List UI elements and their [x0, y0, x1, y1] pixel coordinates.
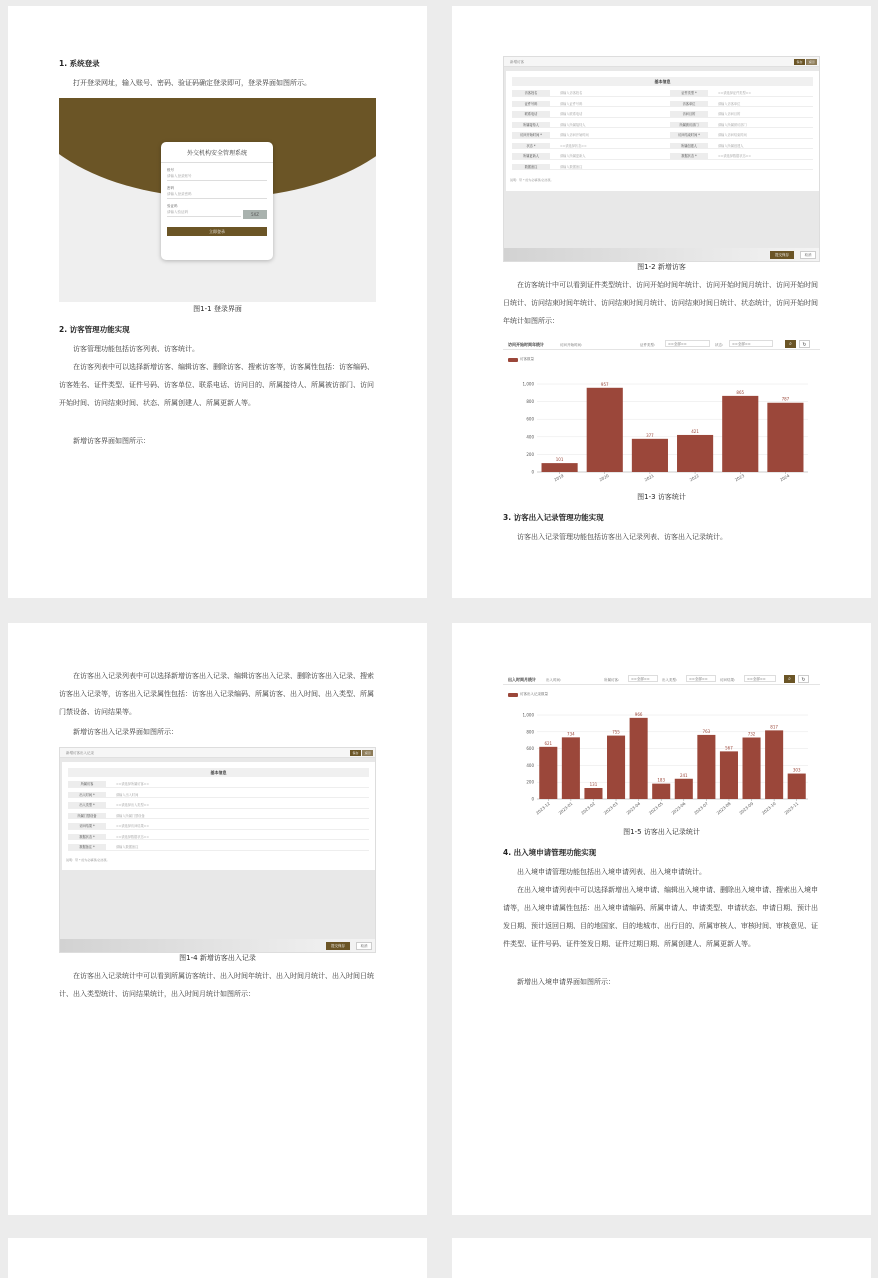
document-page-2 [452, 6, 871, 598]
form-section-title: 基本信息 [68, 768, 369, 777]
section-heading-2: 2. 访客管理功能实现 [59, 325, 130, 334]
y-tick-label: 0 [531, 796, 534, 802]
bar [562, 737, 580, 799]
paragraph: 新增访客出入记录界面如图所示： [73, 728, 178, 736]
form-row [68, 822, 369, 830]
bar-chart-svg [503, 366, 820, 486]
data-label: 241 [679, 772, 688, 778]
paragraph: 访客出入记录管理功能包括访客出入记录列表、访客出入记录统计。 [517, 533, 727, 541]
x-tick-label: 2023-04 [625, 800, 642, 816]
x-tick-label: 2023-02 [580, 800, 597, 816]
data-label: 732 [747, 731, 756, 737]
x-tick-label: 2023 [733, 472, 746, 483]
field-input[interactable]: ==请选择数据状态== [116, 834, 149, 839]
form-row [68, 843, 369, 851]
save-button[interactable]: 保存 [350, 750, 361, 756]
y-tick-label: 400 [526, 762, 534, 768]
access-month-chart [503, 673, 820, 823]
back-button[interactable]: 返回 [362, 750, 373, 756]
submit-button[interactable]: 提交保存 [326, 942, 350, 950]
figure-caption: 图1-1 登录界面 [193, 305, 242, 313]
field-input[interactable]: 请输入所属创建人 [718, 143, 744, 148]
filter-label: 状态: [715, 342, 724, 347]
data-label: 734 [567, 731, 575, 737]
data-label: 421 [691, 428, 699, 434]
field-label: 访问目的 [670, 111, 708, 117]
y-tick-label: 600 [526, 746, 534, 752]
data-label: 101 [555, 457, 564, 463]
x-tick-label: 2023-09 [738, 800, 755, 816]
field-input[interactable]: 请输入所属接待人 [560, 122, 586, 127]
save-button[interactable]: 保存 [794, 59, 805, 65]
field-label: 访问开始时间 * [512, 132, 550, 138]
form-note: 说明：带 * 的为必填项/必选项。 [510, 178, 554, 182]
bar [767, 403, 803, 472]
bar [584, 788, 602, 799]
data-label: 131 [589, 781, 598, 787]
x-tick-label: 2023-07 [692, 800, 710, 816]
password-input[interactable]: 请输入登录密码 [167, 192, 267, 199]
y-tick-label: 200 [526, 779, 534, 785]
y-tick-label: 200 [526, 451, 534, 457]
figure-caption: 图1-2 新增访客 [637, 263, 686, 271]
field-input[interactable]: ==请选择所属访客== [116, 782, 149, 786]
form-row [512, 100, 813, 108]
bar [630, 718, 648, 799]
login-title: 外交机构安全管理系统 [186, 150, 247, 157]
x-tick-label: 2023-03 [602, 800, 619, 816]
x-tick-label: 2019 [553, 472, 565, 483]
field-input[interactable]: ==请选择状态== [560, 143, 587, 148]
bar [765, 730, 783, 799]
y-tick-label: 1,000 [522, 712, 534, 718]
field-input[interactable]: 请输入访问结束时间 [718, 133, 747, 137]
paragraph: 在访客出入记录统计中可以看到所属访客统计、出入时间年统计、出入时间月统计、出入时间日统计、出入类型统计、访问结果统计，出入时间月统计如图所示： [59, 972, 374, 998]
bar [677, 435, 713, 472]
bar [539, 747, 557, 799]
captcha-image[interactable]: 5XZ [243, 210, 267, 219]
field-label: 所属接待人 [512, 122, 550, 128]
paragraph: 出入境申请管理功能包括出入境申请列表、出入境申请统计。 [517, 868, 706, 876]
filter-label: 访问结果: [720, 677, 736, 682]
paragraph: 打开登录网址，输入账号、密码、验证码确定登录即可，登录界面如图所示。 [73, 79, 311, 87]
chart-legend [508, 692, 548, 697]
field-label: 数据状态 * [68, 834, 106, 840]
bar [652, 784, 670, 799]
bar [720, 751, 738, 799]
x-tick-label: 2023-12 [534, 800, 551, 816]
bar [675, 779, 693, 799]
field-input[interactable]: 请输入出入时间 [116, 792, 139, 797]
bar [697, 735, 715, 799]
submit-button[interactable]: 提交保存 [770, 251, 794, 259]
form-body [62, 762, 375, 870]
filter-select[interactable]: ==全部== [686, 675, 716, 682]
document-page-4 [452, 623, 871, 1215]
field-label: 所属更新人 [512, 153, 550, 159]
field-label: 数据备注 * [68, 844, 106, 850]
document-page-3 [8, 623, 427, 1215]
bar [743, 738, 761, 799]
filter-select[interactable]: ==全部== [729, 340, 773, 347]
y-tick-label: 800 [526, 729, 534, 735]
field-label: 访客姓名 [512, 90, 550, 96]
form-body [506, 71, 819, 191]
form-row [68, 833, 369, 841]
data-label: 621 [544, 740, 553, 746]
back-button[interactable]: 返回 [806, 59, 817, 65]
bar [722, 396, 758, 472]
captcha-label: 验证码 [167, 204, 178, 208]
paragraph: 在访客出入记录列表中可以选择新增访客出入记录、编辑访客出入记录、删除访客出入记录、搜索访客出入记录等，访客出入记录属性包括：访客出入记录编码、所属访客、出入时间、出入类型、所属门禁设备、访问结果等。 [59, 672, 374, 716]
refresh-icon[interactable]: ↻ [799, 340, 810, 348]
filter-select[interactable]: ==全部== [628, 675, 658, 682]
chart-legend [508, 357, 534, 362]
field-label: 数据备注 [512, 164, 550, 170]
field-label: 证件号码 [512, 101, 550, 107]
field-label: 证件类型 * [670, 90, 708, 96]
form-section-title: 基本信息 [512, 77, 813, 86]
field-label: 所属访客 [68, 781, 106, 787]
breadcrumb: 新增访客出入记录 [60, 748, 375, 758]
field-label: 所属创建人 [670, 143, 708, 149]
account-label: 账号 [167, 168, 174, 172]
field-input[interactable]: 请输入数据备注 [116, 845, 139, 849]
field-input[interactable]: 请输入证件号码 [560, 101, 583, 106]
field-label: 访问结果 * [68, 823, 106, 829]
data-label: 377 [646, 432, 654, 438]
data-label: 567 [725, 745, 733, 751]
breadcrumb: 新增访客 [504, 57, 819, 67]
field-input[interactable]: 请输入访问目的 [718, 112, 741, 116]
add-access-record-screenshot [59, 747, 376, 953]
y-tick-label: 1,000 [522, 381, 534, 387]
form-row [68, 780, 369, 788]
document-page-6 [452, 1238, 871, 1278]
field-input[interactable]: ==请选择访问结果== [116, 824, 149, 828]
field-input[interactable]: ==请选择出入类型== [116, 803, 149, 807]
figure-caption: 图1-3 访客统计 [637, 493, 686, 501]
field-label: 访客单位 [670, 101, 708, 107]
login-card [161, 142, 273, 260]
form-row [68, 801, 369, 809]
field-label: 出入类型 * [68, 802, 106, 808]
field-input[interactable]: 请输入访问开始时间 [560, 133, 589, 137]
figure-caption: 图1-5 访客出入记录统计 [623, 828, 700, 836]
cancel-button[interactable]: 取消 [800, 251, 816, 259]
field-label: 出入时间 * [68, 792, 106, 798]
filter-label: 证件类型: [640, 342, 656, 347]
bar [788, 774, 806, 799]
cancel-button[interactable]: 取消 [356, 942, 372, 950]
field-label: 联系电话 [512, 111, 550, 117]
chart-title: 出入时间月统计 [508, 677, 536, 682]
form-row [512, 152, 813, 160]
field-input[interactable]: 请输入访客单位 [718, 101, 741, 106]
account-input[interactable]: 请输入登录账号 [167, 174, 267, 181]
data-label: 966 [634, 711, 643, 717]
data-label: 957 [600, 381, 609, 387]
field-input[interactable]: ==请选择数据状态== [718, 154, 751, 158]
field-label: 数据状态 * [670, 153, 708, 159]
search-icon[interactable]: ⌕ [784, 675, 795, 683]
field-label: 所属被访部门 [670, 122, 708, 128]
form-row [512, 89, 813, 97]
field-input[interactable]: 请输入数据备注 [560, 164, 583, 169]
paragraph: 在访客统计中可以看到证件类型统计、访问开始时间年统计、访问开始时间月统计、访问开始时间日统计、访问结束时间年统计、访问结束时间月统计、访问结束时间日统计、状态统计，访问开始时间年统计如图所示： [503, 281, 818, 325]
paragraph: 在访客列表中可以选择新增访客、编辑访客、删除访客、搜索访客等，访客属性包括：访客编码、访客姓名、证件类型、证件号码、访客单位、联系电话、访问目的、所属接待人、所属被访部门、访问开始时间、访问结束时间、状态、所属创建人、所属更新人等。 [59, 363, 374, 407]
section-heading-1: 1. 系统登录 [59, 59, 100, 68]
x-tick-label: 2024 [779, 472, 791, 483]
filter-label: 出入时间: [546, 677, 562, 682]
data-label: 787 [781, 396, 790, 402]
x-tick-label: 2023-05 [647, 800, 664, 816]
data-label: 763 [702, 728, 711, 734]
x-tick-label: 2023-06 [670, 800, 687, 816]
login-button[interactable]: 立即登录 [167, 227, 267, 236]
paragraph: 在出入境申请列表中可以选择新增出入境申请、编辑出入境申请、删除出入境申请、搜索出入境申请等，出入境申请属性包括：出入境申请编码、所属申请人、申请类型、申请状态、申请日期、预计出发日期、预计返回日期、目的地国家、目的地城市、出行目的、所属审核人、审核时间、审核意见、证件类型、证件号码、证件签发日期、证件过期日期、所属创建人、所属更新人等。 [503, 886, 818, 948]
y-tick-label: 600 [526, 416, 534, 422]
bar [542, 463, 578, 472]
legend-label: 访客数量 [520, 357, 534, 361]
x-tick-label: 2020 [598, 472, 610, 483]
data-label: 865 [736, 389, 745, 395]
data-label: 817 [770, 724, 778, 730]
add-visitor-screenshot [503, 56, 820, 262]
form-row [68, 812, 369, 820]
section-heading-4: 4. 出入境申请管理功能实现 [503, 848, 597, 857]
captcha-input[interactable]: 请输入验证码 [167, 210, 241, 217]
field-label: 所属门禁设备 [68, 813, 106, 819]
y-tick-label: 0 [531, 469, 534, 475]
bar [587, 388, 623, 472]
search-icon[interactable]: ⌕ [785, 340, 796, 348]
y-tick-label: 400 [526, 434, 534, 440]
x-tick-label: 2023-10 [760, 800, 777, 816]
bar [632, 439, 668, 472]
paragraph: 访客管理功能包括访客列表、访客统计。 [73, 345, 199, 353]
form-row [512, 142, 813, 150]
x-tick-label: 2023-01 [557, 800, 574, 816]
login-screenshot [59, 98, 376, 302]
data-label: 755 [612, 729, 620, 735]
filter-label: 出入类型: [662, 677, 678, 682]
form-note: 说明：带 * 的为必填项/必选项。 [66, 858, 110, 862]
figure-caption: 图1-4 新增访客出入记录 [179, 954, 256, 962]
field-input[interactable]: 请输入所属被访部门 [718, 122, 747, 127]
field-input[interactable]: 请输入联系电话 [560, 112, 583, 116]
document-page-1 [8, 6, 427, 598]
paragraph: 新增访客界面如图所示： [73, 437, 150, 445]
x-tick-label: 2022 [688, 472, 700, 483]
field-input[interactable]: 请输入所属更新人 [560, 154, 586, 158]
field-label: 状态 * [512, 143, 550, 149]
filter-select[interactable]: ==全部== [744, 675, 776, 682]
field-input[interactable]: 请输入所属门禁设备 [116, 813, 145, 818]
form-row [512, 121, 813, 129]
bar-chart-svg [503, 701, 820, 823]
visitor-year-chart [503, 338, 820, 486]
field-input[interactable]: 请输入访客姓名 [560, 91, 583, 95]
y-tick-label: 800 [526, 399, 534, 405]
data-label: 303 [792, 767, 801, 773]
bar [607, 736, 625, 799]
refresh-icon[interactable]: ↻ [798, 675, 809, 683]
filter-label: 所属访客: [604, 677, 620, 682]
x-tick-label: 2021 [643, 472, 655, 483]
form-row [512, 131, 813, 139]
x-tick-label: 2023-08 [715, 800, 732, 816]
legend-label: 访客出入记录数量 [520, 692, 548, 696]
x-tick-label: 2023-11 [783, 800, 800, 816]
filter-select[interactable]: ==全部== [665, 340, 710, 347]
password-label: 密码 [167, 186, 174, 190]
chart-title: 访问开始时间年统计 [508, 342, 544, 347]
filter-label: 访问开始时间: [560, 342, 583, 347]
field-input[interactable]: ==请选择证件类型== [718, 91, 751, 95]
document-page-5 [8, 1238, 427, 1278]
paragraph: 新增出入境申请界面如图所示： [517, 978, 615, 986]
section-heading-3: 3. 访客出入记录管理功能实现 [503, 513, 604, 522]
field-label: 访问结束时间 * [670, 132, 708, 138]
form-row [512, 163, 813, 171]
data-label: 183 [657, 777, 666, 783]
form-row [512, 110, 813, 118]
form-row [68, 791, 369, 799]
